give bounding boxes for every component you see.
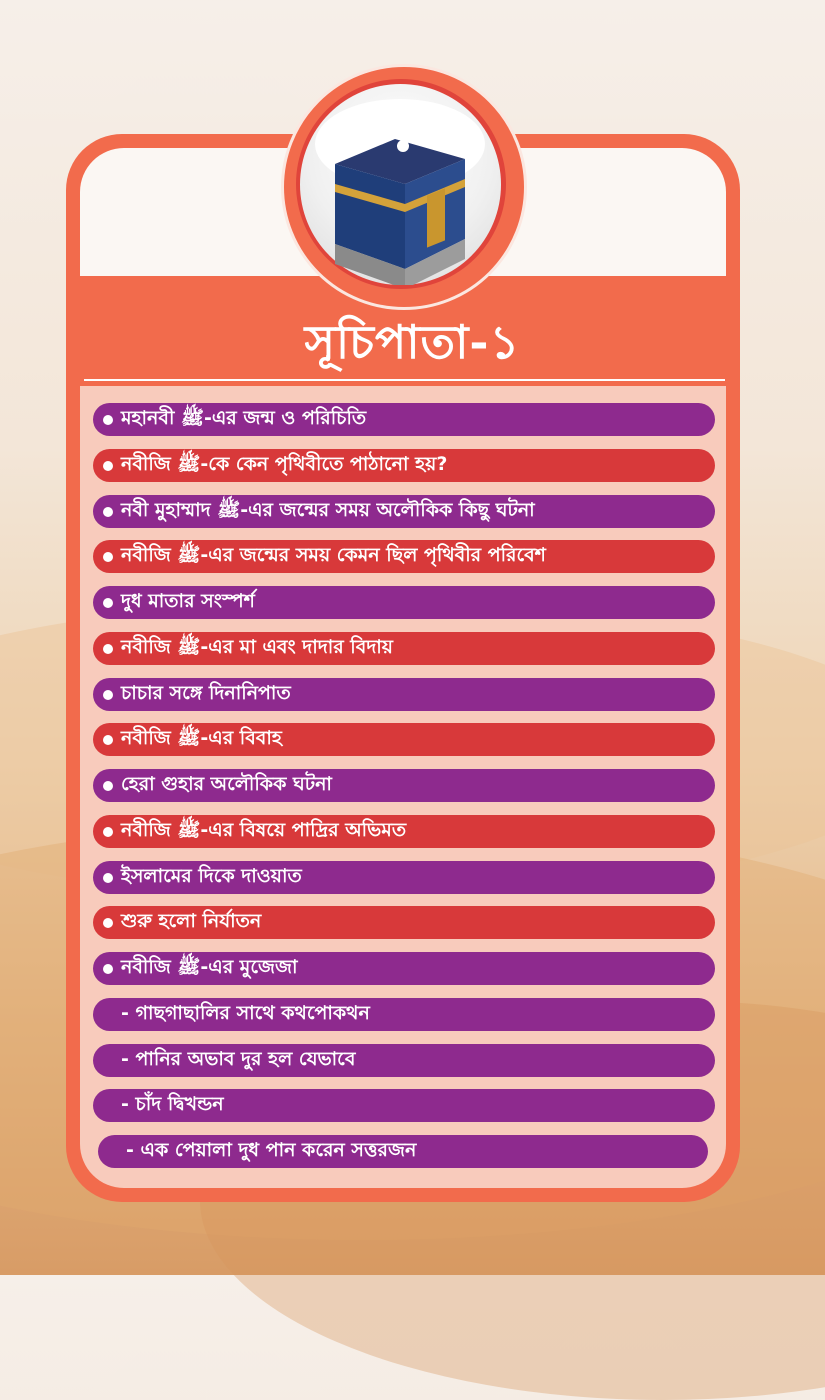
- toc-item[interactable]: [93, 952, 715, 985]
- toc-item[interactable]: [93, 861, 715, 894]
- title-divider: [84, 379, 725, 381]
- kaaba-icon: [300, 84, 501, 285]
- toc-item[interactable]: [93, 449, 715, 482]
- toc-item-label: নবীজি ﷺ-এর বিষয়ে পাদ্রির অভিমত: [121, 818, 407, 841]
- bullet-icon: [103, 415, 113, 425]
- toc-item-label: শুরু হলো নির্যাতন: [121, 909, 262, 932]
- toc-item[interactable]: [93, 586, 715, 619]
- toc-item-label: মহানবী ﷺ-এর জন্ম ও পরিচিতি: [121, 406, 367, 429]
- bullet-icon: [103, 598, 113, 608]
- toc-item-label: ইসলামের দিকে দাওয়াত: [121, 864, 302, 887]
- toc-item[interactable]: [93, 906, 715, 939]
- toc-item-label: নবীজি ﷺ-কে কেন পৃথিবীতে পাঠানো হয়?: [121, 452, 448, 475]
- toc-item[interactable]: [93, 678, 715, 711]
- bullet-icon: [103, 918, 113, 928]
- bullet-icon: [103, 781, 113, 791]
- toc-item[interactable]: [98, 1135, 708, 1168]
- bullet-icon: [103, 735, 113, 745]
- emblem-image: [300, 84, 501, 285]
- toc-item[interactable]: [93, 495, 715, 528]
- toc-item[interactable]: [93, 815, 715, 848]
- bullet-icon: [103, 827, 113, 837]
- toc-item[interactable]: [93, 632, 715, 665]
- bullet-icon: [103, 507, 113, 517]
- toc-item[interactable]: [93, 1089, 715, 1122]
- toc-item[interactable]: [93, 540, 715, 573]
- bullet-icon: [103, 873, 113, 883]
- toc-item-label: - এক পেয়ালা দুধ পান করেন সত্তরজন: [126, 1138, 417, 1161]
- toc-item[interactable]: [93, 723, 715, 756]
- toc-item-label: নবীজি ﷺ-এর মা এবং দাদার বিদায়: [121, 635, 394, 658]
- toc-item[interactable]: [93, 403, 715, 436]
- toc-item-label: নবীজি ﷺ-এর মুজেজা: [121, 955, 298, 978]
- bullet-icon: [103, 644, 113, 654]
- toc-item-label: - চাঁদ দ্বিখন্ডন: [121, 1092, 224, 1115]
- toc-item-label: - পানির অভাব দুর হল যেভাবে: [121, 1047, 356, 1070]
- toc-item-label: নবী মুহাম্মাদ ﷺ-এর জন্মের সময় অলৌকিক কিছু ঘটনা: [121, 498, 535, 521]
- bullet-icon: [103, 552, 113, 562]
- toc-item-label: নবীজি ﷺ-এর জন্মের সময় কেমন ছিল পৃথিবীর পরিবেশ: [121, 543, 546, 566]
- toc-item[interactable]: [93, 769, 715, 802]
- bullet-icon: [103, 690, 113, 700]
- toc-item-label: হেরা গুহার অলৌকিক ঘটনা: [121, 772, 332, 795]
- toc-item-label: নবীজি ﷺ-এর বিবাহ: [121, 726, 282, 749]
- page-title: সূচিপাতা-১: [304, 315, 521, 369]
- toc-item-label: - গাছগাছালির সাথে কথপোকথন: [121, 1001, 370, 1024]
- toc-item-label: চাচার সঙ্গে দিনানিপাত: [121, 681, 291, 704]
- bullet-icon: [103, 964, 113, 974]
- toc-item[interactable]: [93, 998, 715, 1031]
- bullet-icon: [103, 461, 113, 471]
- toc-item[interactable]: [93, 1044, 715, 1077]
- toc-item-label: দুধ মাতার সংস্পর্শ: [121, 589, 255, 612]
